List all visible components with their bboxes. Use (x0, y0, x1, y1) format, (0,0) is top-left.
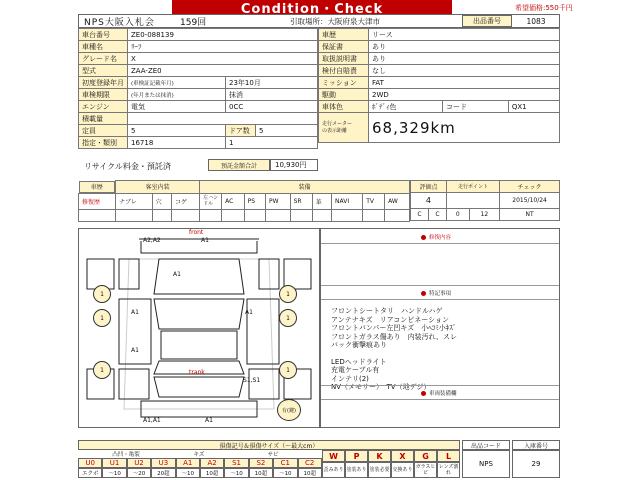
special-title-text: 特記事項 (429, 291, 452, 297)
eq-col-equipment: 装備 (200, 181, 410, 194)
spec-label: グレード名 (79, 53, 128, 65)
inspection-row (79, 89, 318, 101)
grade-row (411, 209, 560, 221)
special-line: フロントガラス傷あり 内装汚れ、スレ (331, 332, 457, 341)
auction-name: NPS大阪入札会 (84, 18, 155, 28)
engine-label: エンジン (79, 101, 128, 113)
damage-mark: A2,A2 (143, 237, 161, 244)
equipment-row1 (79, 193, 410, 209)
legend-letter-text: 塗装あり (345, 462, 368, 478)
bullet-icon (421, 291, 426, 296)
eq-item: ナブレ (116, 193, 153, 209)
divider (321, 285, 559, 286)
check-label: チェック (500, 181, 560, 193)
legend-letters (322, 450, 460, 462)
point-label: 走行ポイント (446, 181, 499, 193)
tire-circle: 1 (279, 285, 297, 303)
eq-cell (152, 209, 171, 221)
special-line: インテリ(2) (331, 374, 369, 383)
damage-diagram (78, 228, 320, 428)
eq-item: SR (290, 193, 312, 209)
score-label: 評価点 (411, 181, 447, 193)
legend-code: A1 (176, 458, 200, 468)
legend-size: ～10 (273, 468, 297, 478)
check-mark: NT (500, 209, 560, 221)
legend-letter: W (322, 450, 345, 462)
legend-size: ～10 (224, 468, 248, 478)
eq-cell (290, 209, 312, 221)
eq-cell (244, 209, 265, 221)
spec-label: 車歴 (319, 29, 369, 41)
eq-item: AW (385, 193, 410, 209)
repair-title (421, 233, 451, 241)
spec-value: あり (369, 41, 560, 53)
legend-letter-text: 歪みあり (322, 462, 345, 478)
eq-cell (332, 209, 363, 221)
spec-label: 駆動 (319, 89, 369, 101)
legend-letter-text: 交換あり (391, 462, 414, 478)
spec-label: 保証書 (319, 41, 369, 53)
bullet-icon (421, 391, 426, 396)
legend-letter-desc (322, 462, 460, 478)
spec-row (319, 41, 560, 53)
spec-value: リース (369, 29, 560, 41)
spec-row (319, 89, 560, 101)
eq-cell (79, 209, 116, 221)
eq-cell (385, 209, 410, 221)
spec-label: 車台番号 (79, 29, 128, 41)
legend-letter-text: レンズ割れ (438, 464, 459, 476)
color-code-label: コード (443, 101, 509, 113)
tire-circle: 1 (279, 309, 297, 327)
legend-letter: G (414, 450, 437, 462)
legend-code: U3 (151, 458, 175, 468)
legend-code: C2 (298, 458, 322, 468)
legend-letter: L (437, 450, 460, 462)
condition-banner (172, 0, 452, 17)
point-value: 0 (446, 209, 469, 221)
score-header (411, 181, 560, 193)
spec-value: ﾘｰﾌ (128, 41, 318, 53)
int-grade: C (428, 209, 446, 221)
spec-row (319, 77, 560, 89)
legend-size: ～10 (102, 468, 126, 478)
legend-letter: X (391, 450, 414, 462)
point-blank (446, 193, 499, 209)
eq-cell (312, 209, 331, 221)
check-date: 2015/10/24 (500, 193, 560, 209)
spec-label: 型式 (79, 65, 128, 77)
tire-circle: 1 (93, 309, 111, 327)
special-line: バック衝撃痕あり (331, 341, 387, 349)
legend-letter-text: 塗装必要 (368, 462, 391, 478)
equipment-table (78, 180, 410, 222)
desired-price: 希望価格:550千円 (515, 4, 573, 12)
equipment-header (79, 181, 410, 194)
legend-codes (78, 458, 322, 468)
banner-text: Condition・Check (240, 1, 384, 17)
spec-row (79, 41, 318, 53)
special-line: LEDヘッドライト (331, 357, 387, 366)
load-value (128, 113, 318, 125)
inspection-label: 車検期限 (79, 89, 128, 101)
eq-item: 穴 (152, 193, 171, 209)
first-reg-label: 初度登録年月 (79, 77, 128, 89)
recycle-fee-value: 10,930円 (270, 159, 318, 171)
divider (321, 243, 559, 244)
damage-mark: A1 (245, 309, 253, 316)
code-label: 出品コード (462, 440, 510, 450)
entry-label: 入庫番号 (512, 440, 560, 450)
first-reg-row (79, 77, 318, 89)
special-line: NV（メモリー） TV（地デジ） (331, 383, 431, 391)
legend-code: U2 (127, 458, 151, 468)
eq-cell (171, 209, 199, 221)
inspection-note: (年月または抹消) (128, 89, 226, 101)
group-scratch: キズ (193, 452, 205, 458)
door-label: ドア数 (226, 125, 256, 137)
key-circle: 有(鍵) (277, 399, 301, 421)
damage-mark: A1 (173, 271, 181, 278)
tire-circle: 1 (93, 361, 111, 379)
eq-item: PS (244, 193, 265, 209)
spec-label: 検付自賠責 (319, 65, 369, 77)
tire-circle: 1 (93, 285, 111, 303)
legend-size: ～10 (176, 468, 200, 478)
equip-title-text: 車両装備欄 (429, 391, 457, 397)
engine-fuel: 電気 (128, 101, 226, 113)
legend-size: 10超 (200, 468, 224, 478)
score-value: 4 (411, 193, 447, 209)
eq-repair: 修復歴 (79, 193, 116, 209)
entry-value: 29 (512, 450, 560, 478)
eq-col-history: 車歴 (79, 181, 116, 193)
spec-value: ZAA-ZE0 (128, 65, 318, 77)
legend-letter-text: ガラスヒビ (415, 464, 436, 476)
legend-code: A2 (200, 458, 224, 468)
color-code: QX1 (508, 101, 559, 113)
eq-cell (266, 209, 291, 221)
legend-code: C1 (273, 458, 297, 468)
spec-value: ZE0-088139 (128, 29, 318, 41)
special-line: フロントバンパー左凹キズ 小ﾍｺﾐ小ｷｽﾞ (331, 324, 457, 332)
eq-item: TV (363, 193, 385, 209)
odometer-value: 68,329km (369, 113, 560, 143)
spec-value: あり (369, 53, 560, 65)
divider (321, 399, 559, 400)
odometer-label: 走行メーター の表示距離 (319, 113, 369, 143)
front-label: front (189, 229, 204, 236)
repair-title-text: 修復内容 (429, 235, 452, 241)
regno-row (79, 137, 318, 149)
engine-cc: 0CC (226, 101, 318, 113)
code-value: NPS (462, 450, 510, 478)
color-value: ﾎﾞﾃﾞｨ色 (369, 101, 443, 113)
color-row (319, 101, 560, 113)
eq-cell (200, 209, 222, 221)
notes-panel (320, 228, 560, 428)
spec-value: なし (369, 65, 560, 77)
eq-item: AC (222, 193, 245, 209)
eq-item: NAVI (332, 193, 363, 209)
regno-value1: 16718 (128, 137, 226, 149)
legend-sizes (78, 468, 322, 478)
spec-right-table (318, 28, 560, 143)
legend-letter: P (345, 450, 368, 462)
divider (321, 299, 559, 300)
capacity-row (79, 125, 318, 137)
eq-cell (116, 209, 153, 221)
divider (321, 385, 559, 386)
group-rust: サビ (267, 452, 279, 458)
damage-mark: A1 (131, 347, 139, 354)
equip-title (421, 389, 457, 397)
regno-label: 指定・類別 (79, 137, 128, 149)
special-line: フロントシートタリ ハンドルハゲ (331, 307, 443, 315)
color-label: 車体色 (319, 101, 369, 113)
damage-mark: S1,S1 (243, 377, 261, 384)
pickup-location: 引取場所：大阪府泉大津市 (290, 17, 380, 26)
special-line: アンテナキズ リアコンビネーション (331, 315, 449, 324)
damage-mark: A1 (131, 309, 139, 316)
load-row (79, 113, 318, 125)
capacity-label: 定員 (79, 125, 128, 137)
eq-item: コゲ (171, 193, 199, 209)
legend-code: U1 (102, 458, 126, 468)
lot-label: 出品番号 (462, 15, 512, 27)
lot-number: 1083 (526, 16, 546, 26)
score-table (410, 180, 560, 221)
car-outline-icon (79, 229, 319, 427)
legend-size: エクボ (78, 468, 102, 478)
equipment-row2 (79, 209, 410, 221)
odometer-row (319, 113, 560, 143)
capacity-value: 5 (128, 125, 226, 137)
legend-size: ～20 (127, 468, 151, 478)
special-lines (331, 307, 457, 392)
trunk-label: trank (189, 369, 205, 376)
legend-code: U0 (78, 458, 102, 468)
inspection-value: 抹消 (226, 89, 318, 101)
spec-value: FAT (369, 77, 560, 89)
legend-title: 損傷記号＆損傷サイズ（～最大cm） (78, 440, 460, 450)
eq-item: 左ハンドル (200, 193, 222, 209)
legend-size: 10超 (249, 468, 273, 478)
legend-code: S2 (249, 458, 273, 468)
score-row (411, 193, 560, 209)
bullet-icon (421, 235, 426, 240)
legend-letter: K (368, 450, 391, 462)
eq-col-interior: 客室内装 (116, 181, 200, 194)
special-line-blank (331, 350, 457, 358)
point-value2: 12 (469, 209, 500, 221)
eq-item: PW (266, 193, 291, 209)
damage-mark: A1 (205, 417, 213, 424)
special-line: 充電ケーブル有 (331, 366, 380, 374)
eq-cell (222, 209, 245, 221)
first-reg-note: (車検証記載年月) (128, 77, 226, 89)
spec-value: 2WD (369, 89, 560, 101)
engine-row (79, 101, 318, 113)
spec-row (319, 53, 560, 65)
load-label: 積載量 (79, 113, 128, 125)
eq-cell (363, 209, 385, 221)
spec-label: ミッション (319, 77, 369, 89)
first-reg-value: 23年10月 (226, 77, 318, 89)
spec-row (79, 29, 318, 41)
recycle-label: リサイクル料金・預託済 (84, 161, 171, 171)
tire-circle: 1 (279, 361, 297, 379)
legend-size: 10超 (298, 468, 322, 478)
special-title (421, 289, 451, 297)
spec-row (79, 53, 318, 65)
group-dent: 凸凹・亀裂 (112, 452, 140, 458)
spec-row (79, 65, 318, 77)
spec-row (319, 65, 560, 77)
door-value: 5 (256, 125, 318, 137)
damage-mark: A1 (201, 237, 209, 244)
session-number: 159回 (180, 18, 207, 28)
regno-value2: 1 (226, 137, 318, 149)
legend-size: 20超 (151, 468, 175, 478)
spec-label: 取扱説明書 (319, 53, 369, 65)
damage-mark: A1,A1 (143, 417, 161, 424)
spec-value: X (128, 53, 318, 65)
spec-label: 車種名 (79, 41, 128, 53)
spec-row (319, 29, 560, 41)
legend-code: S1 (224, 458, 248, 468)
ext-grade: C (411, 209, 429, 221)
eq-item: 革 (312, 193, 331, 209)
recycle-fee-label: 預託金額合計 (208, 159, 270, 171)
spec-left-table (78, 28, 318, 149)
